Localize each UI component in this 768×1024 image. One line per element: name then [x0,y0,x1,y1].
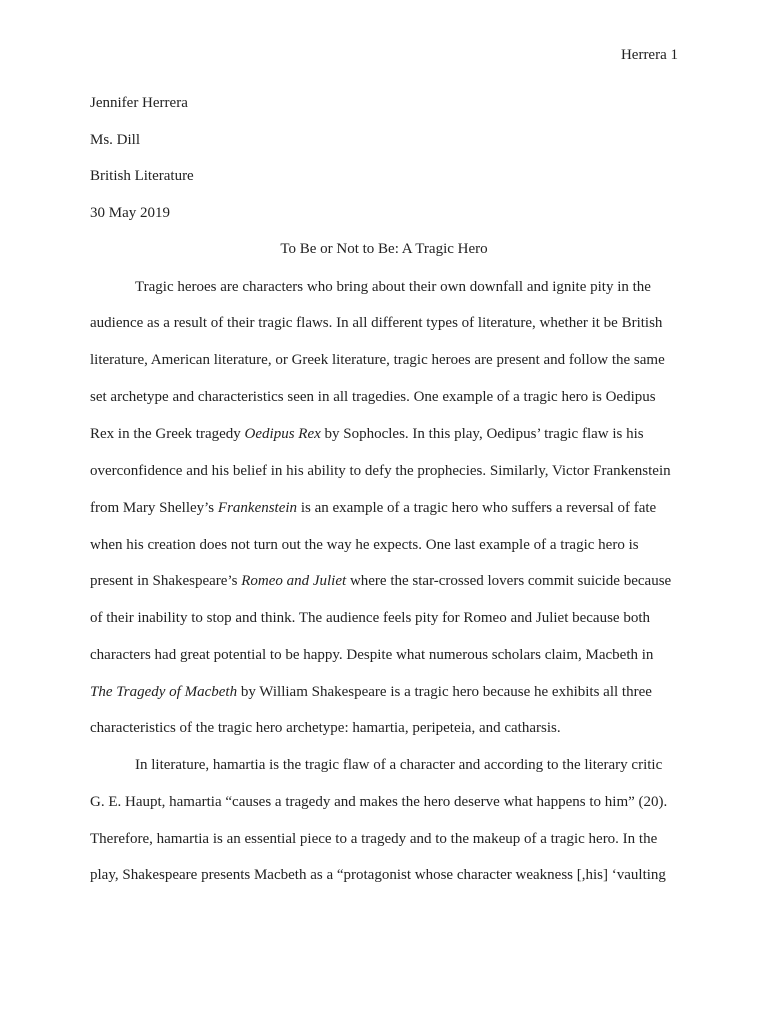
p2-line-3: Therefore, hamartia is an essential piece to a tragedy and to the makeup of a tragic hero. In the [90,831,658,847]
p1-line-7-text-b: is an example of a tragic hero who suffers a reversal of fate [297,500,657,516]
author-name: Jennifer Herrera [90,95,188,111]
running-head: Herrera 1 [620,47,678,63]
p1-line-9 [90,573,671,590]
p1-line-8: when his creation does not turn out the way he expects. One last example of a tragic hero is [90,537,639,553]
p1-line-2: audience as a result of their tragic flaws. In all different types of literature, whether it be British [90,315,663,331]
work-title-oedipus-rex: Oedipus Rex [244,426,321,442]
p1-line-13: characteristics of the tragic hero archetype: hamartia, peripeteia, and catharsis. [90,720,561,736]
p1-line-11: characters had great potential to be happy. Despite what numerous scholars claim, Macbeth in [90,647,654,663]
p2-line-2: G. E. Haupt, hamartia “causes a tragedy and makes the hero deserve what happens to him” (20). [90,794,668,810]
p1-line-7-text-a: from Mary Shelley’s [90,500,218,516]
p1-line-4: set archetype and characteristics seen in all tragedies. One example of a tragic hero is Oedipus [90,389,656,405]
p1-line-12-text-b: by William Shakespeare is a tragic hero because he exhibits all three [237,684,652,700]
p1-line-5 [90,426,644,443]
work-title-romeo-and-juliet: Romeo and Juliet [241,573,347,589]
p1-line-9-text-a: present in Shakespeare’s [90,573,242,589]
p1-line-10: of their inability to stop and think. The audience feels pity for Romeo and Juliet because both [90,610,651,626]
instructor-name: Ms. Dill [90,132,141,148]
p2-line-1: In literature, hamartia is the tragic flaw of a character and according to the literary critic [135,757,663,773]
work-title-frankenstein: Frankenstein [217,500,298,516]
p2-line-4: play, Shakespeare presents Macbeth as a “protagonist whose character weakness [,his] ‘vaulting [90,867,666,883]
p1-line-3: literature, American literature, or Greek literature, tragic heroes are present and follow the same [90,352,665,368]
course-name: British Literature [90,168,194,184]
work-title-macbeth: The Tragedy of Macbeth [90,684,238,700]
p1-line-1: Tragic heroes are characters who bring about their own downfall and ignite pity in the [135,279,651,295]
p1-line-6: overconfidence and his belief in his ability to defy the prophecies. Similarly, Victor Frankenstein [90,463,671,479]
p1-line-12 [90,684,652,701]
p1-line-7 [90,500,656,517]
p1-line-9-text-b: where the star-crossed lovers commit suicide because [346,573,672,589]
p1-line-5-text-b: by Sophocles. In this play, Oedipus’ tragic flaw is his [320,426,644,442]
p1-line-5-text-a: Rex in the Greek tragedy [90,426,245,442]
essay-title: To Be or Not to Be: A Tragic Hero [280,241,488,257]
essay-date: 30 May 2019 [90,205,170,221]
